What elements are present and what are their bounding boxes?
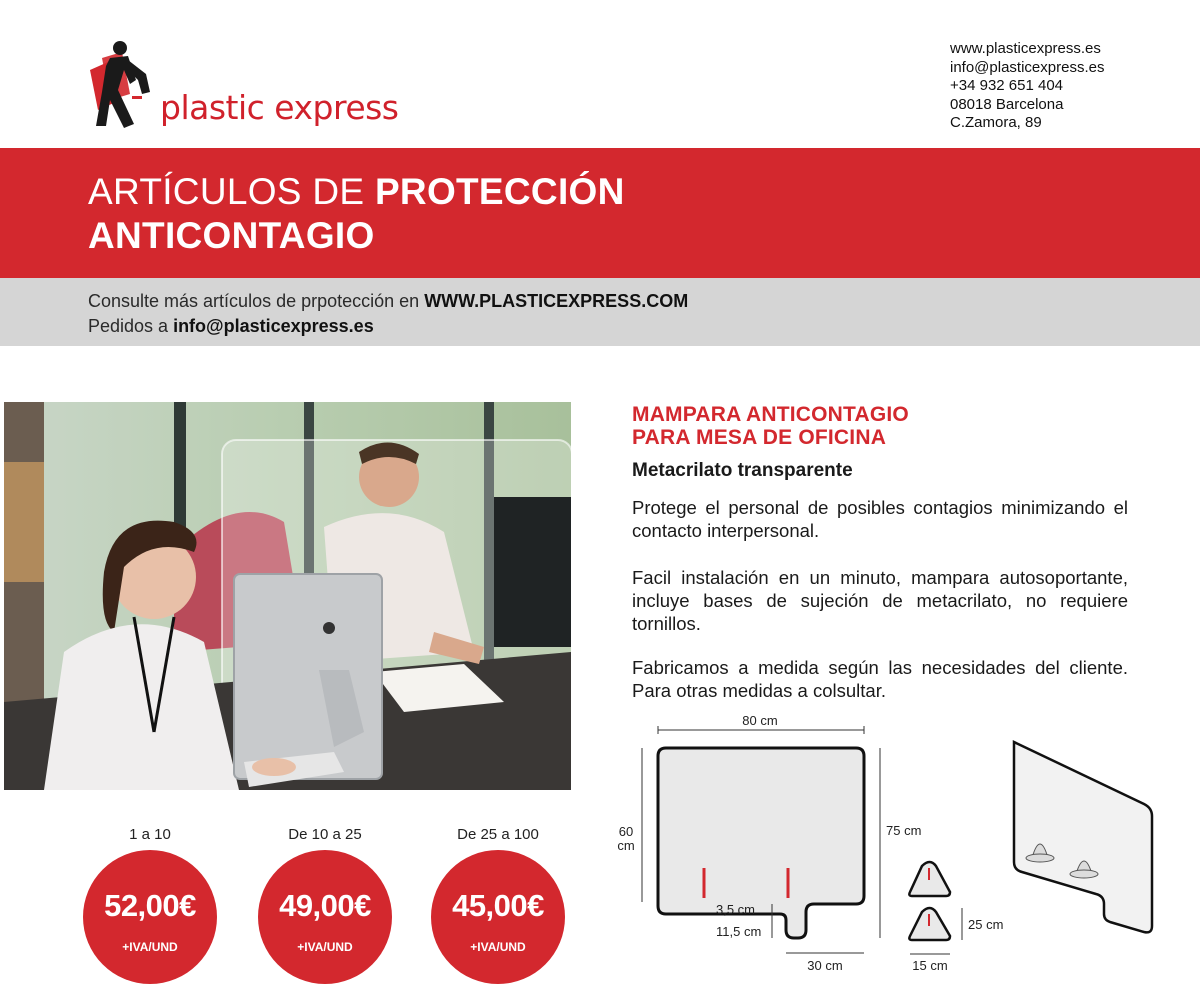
product-title-line2: PARA MESA DE OFICINA [632, 426, 887, 449]
price-tier-1 [80, 826, 220, 986]
price-tier-2 [255, 826, 395, 986]
dim-height-total: 75 cm [886, 823, 922, 838]
contact-phone: +34 932 651 404 [950, 77, 1064, 94]
info-bar-text [88, 289, 688, 339]
brand-name: plastic express [160, 88, 399, 127]
price-unit: +IVA/UND [122, 940, 178, 954]
contact-street: C.Zamora, 89 [950, 114, 1042, 131]
price-range: De 10 a 25 [288, 826, 362, 843]
page-title [88, 170, 625, 258]
product-title-line1: MAMPARA ANTICONTAGIO [632, 403, 909, 426]
screen-perspective [1014, 742, 1152, 932]
info-line1-text: Consulte más artículos de prpotección en [88, 291, 425, 311]
price-range: De 25 a 100 [457, 826, 539, 843]
contact-website[interactable]: www.plasticexpress.es [950, 40, 1101, 57]
price-badge [258, 850, 392, 984]
screen-front-outline [658, 748, 864, 938]
dim-base-width: 15 cm [912, 958, 948, 973]
office-photo [4, 402, 571, 790]
info-website-link[interactable]: WWW.PLASTICEXPRESS.COM [424, 291, 689, 311]
dimension-diagram [600, 708, 1200, 999]
title-light: ARTÍCULOS DE [88, 171, 375, 212]
product-title [632, 403, 909, 449]
product-subtitle: Metacrilato transparente [632, 460, 853, 481]
product-description-3: Fabricamos a medida según las necesidades del cliente. Para otras medidas a colsultar. [632, 657, 1128, 701]
contact-block [950, 40, 1104, 133]
dim-width: 80 cm [742, 713, 778, 728]
dim-base-height: 25 cm [968, 917, 1004, 932]
dim-bottom: 30 cm [807, 958, 843, 973]
price-badge [431, 850, 565, 984]
contact-city: 08018 Barcelona [950, 95, 1064, 113]
price-value: 45,00€ [452, 888, 544, 923]
product-description-2: Facil instalación en un minuto, mampara autosoportante, incluye bases de sujeción de metacrilato, no requiere tornillos. [632, 567, 1128, 634]
product-description-1: Protege el personal de posibles contagios minimizando el contacto interpersonal. [632, 497, 1128, 541]
title-bold-1: PROTECCIÓN [374, 171, 625, 212]
price-value: 49,00€ [279, 888, 371, 923]
dim-foot-gap: 11,5 cm [716, 924, 762, 939]
info-email-link[interactable]: info@plasticexpress.es [173, 316, 374, 336]
price-range: 1 a 10 [129, 826, 171, 843]
price-value: 52,00€ [104, 888, 196, 923]
dim-height-inner-2: cm [617, 838, 635, 853]
price-badge [83, 850, 217, 984]
dim-height-inner-1: 60 [618, 824, 634, 839]
price-unit: +IVA/UND [470, 940, 526, 954]
contact-email[interactable]: info@plasticexpress.es [950, 58, 1105, 76]
dim-slot: 3,5 cm [716, 902, 756, 917]
title-bold-2: ANTICONTAGIO [88, 215, 375, 256]
price-tier-3 [428, 826, 568, 986]
price-unit: +IVA/UND [297, 940, 353, 954]
info-line2-text: Pedidos a [88, 316, 174, 336]
